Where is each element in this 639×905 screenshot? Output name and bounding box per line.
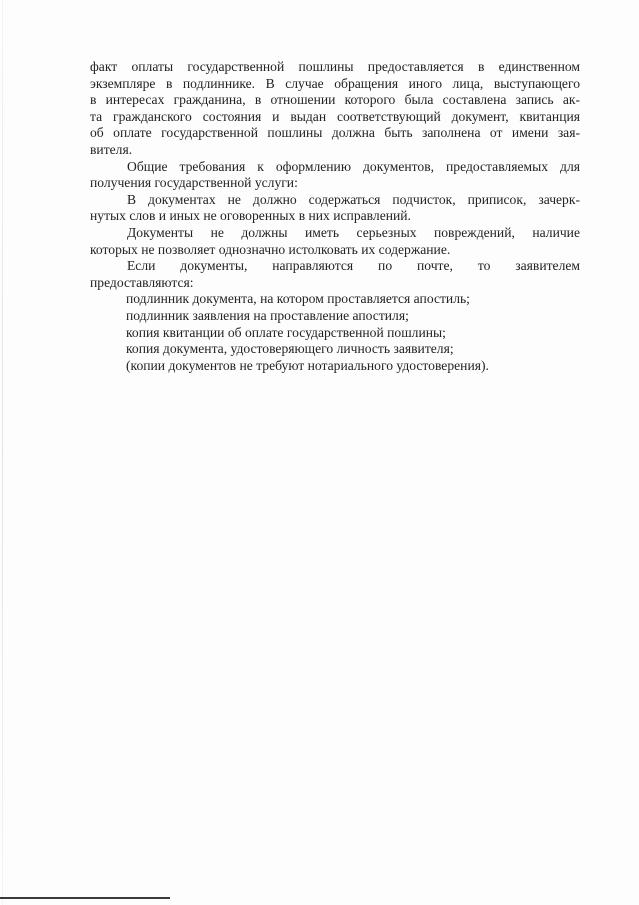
paragraph-first-line: В документах не должно содержаться подчисток, приписок, зачерк-	[127, 191, 580, 207]
list-item: копия документа, удостоверяющего личность заявителя;	[126, 341, 454, 357]
text-line: об оплате государственной пошлины должна быть заполнена от имени зая-	[90, 125, 580, 141]
list-item: подлинник заявления на проставление апостиля;	[126, 307, 409, 323]
text-line: в интересах гражданина, в отношении которого была составлена запись ак-	[90, 92, 580, 108]
text-line: та гражданского состояния и выдан соответствующий документ, квитанция	[90, 108, 580, 124]
list-item: подлинник документа, на котором проставляется апостиль;	[126, 291, 470, 307]
text-line: получения государственной услуги:	[90, 175, 298, 191]
paragraph-first-line: Документы не должны иметь серьезных повреждений, наличие	[127, 224, 580, 240]
text-line: вителя.	[90, 141, 133, 157]
scan-edge-left	[2, 0, 3, 905]
text-line: которых не позволяет однозначно истолковать их содержание.	[90, 241, 451, 257]
list-item: копия квитанции об оплате государственной пошлины;	[126, 324, 446, 340]
paragraph-first-line: Общие требования к оформлению документов, предоставляемых для	[127, 158, 580, 174]
text-line: предоставляются:	[90, 274, 194, 290]
text-line: экземпляре в подлиннике. В случае обращения иного лица, выступающего	[90, 75, 580, 91]
text-line: факт оплаты государственной пошлины предоставляется в единственном	[90, 59, 580, 74]
scan-edge-bottom	[0, 897, 170, 899]
paragraph-first-line: Если документы, направляются по почте, то заявителем	[127, 258, 580, 274]
text-line: нутых слов и иных не оговоренных в них исправлений.	[90, 208, 411, 224]
document-body	[90, 59, 580, 374]
list-item: (копии документов не требуют нотариального удостоверения).	[126, 357, 489, 373]
